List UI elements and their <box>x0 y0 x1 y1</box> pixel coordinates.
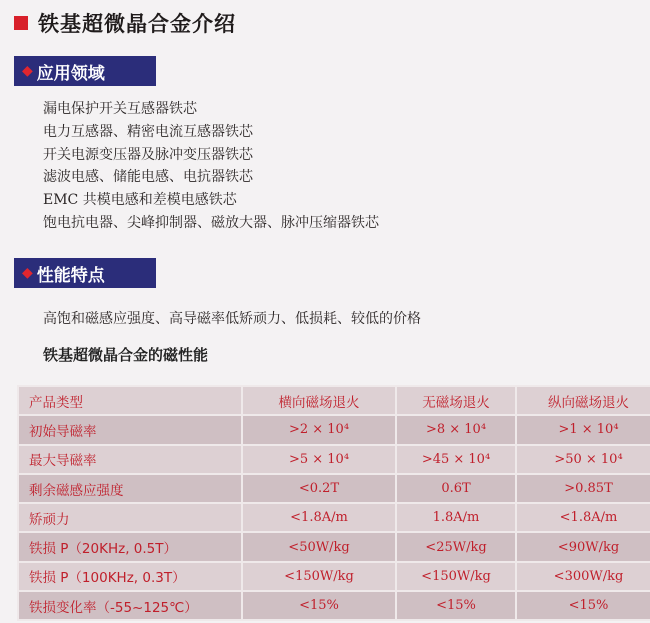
row-label: 最大导磁率 <box>18 445 242 474</box>
row-label: 铁损变化率（-55~125℃） <box>18 591 242 620</box>
table-cell: >1 × 10⁴ <box>516 415 650 444</box>
section-header-performance-label: 性能特点 <box>36 265 105 286</box>
table-cell: <25W/kg <box>396 532 516 561</box>
table-row <box>18 591 650 620</box>
row-label: 初始导磁率 <box>18 415 242 444</box>
table-cell: >45 × 10⁴ <box>396 445 516 474</box>
list-item: 滤波电感、储能电感、电抗器铁芯 <box>43 169 253 186</box>
table-cell: <300W/kg <box>516 562 650 591</box>
list-item: EMC 共模电感和差模电感铁芯 <box>43 192 237 209</box>
table-row <box>18 562 650 591</box>
table-row <box>18 532 650 561</box>
list-item: 漏电保护开关互感器铁芯 <box>43 101 197 117</box>
table-cell: <15% <box>396 591 516 620</box>
table-title: 铁基超微晶合金的磁性能 <box>43 346 209 364</box>
list-item: 电力互感器、精密电流互感器铁芯 <box>43 123 253 140</box>
row-label: 矫顽力 <box>18 503 242 532</box>
table-cell: <50W/kg <box>242 532 396 561</box>
red-diamond-icon: ◆ <box>22 63 33 79</box>
table-row <box>18 503 650 532</box>
list-item: 饱电抗电器、尖峰抑制器、磁放大器、脉冲压缩器铁芯 <box>43 214 379 231</box>
section-header-performance <box>14 258 156 288</box>
table-cell: <150W/kg <box>242 562 396 591</box>
table-cell: 1.8A/m <box>396 503 516 532</box>
table-cell: >2 × 10⁴ <box>242 415 396 444</box>
red-square-icon <box>14 16 28 30</box>
row-label: 铁损 P（20KHz, 0.5T） <box>18 532 242 561</box>
table-cell: <1.8A/m <box>516 503 650 532</box>
red-diamond-icon: ◆ <box>22 265 33 281</box>
table-cell: >8 × 10⁴ <box>396 415 516 444</box>
table-row <box>18 415 650 444</box>
table-cell: >0.85T <box>516 474 650 503</box>
section-header-applications-label: 应用领域 <box>36 63 105 84</box>
performance-text: 高饱和磁感应强度、高导磁率低矫顽力、低损耗、较低的价格 <box>43 311 421 327</box>
column-header: 产品类型 <box>18 386 242 415</box>
row-label: 铁损 P（100KHz, 0.3T） <box>18 562 242 591</box>
table-cell: <0.2T <box>242 474 396 503</box>
column-header: 横向磁场退火 <box>242 386 396 415</box>
page-title: 铁基超微晶合金介绍 <box>38 12 236 36</box>
table-cell: <15% <box>242 591 396 620</box>
column-header: 无磁场退火 <box>396 386 516 415</box>
page-title-row <box>14 8 236 38</box>
table-cell: <150W/kg <box>396 562 516 591</box>
row-label: 剩余磁感应强度 <box>18 474 242 503</box>
table-row <box>18 445 650 474</box>
table-cell: <15% <box>516 591 650 620</box>
section-header-applications <box>14 56 156 86</box>
list-item: 开关电源变压器及脉冲变压器铁芯 <box>43 146 253 163</box>
column-header: 纵向磁场退火 <box>516 386 650 415</box>
table-cell: >5 × 10⁴ <box>242 445 396 474</box>
magnetic-properties-table <box>17 385 650 621</box>
table-cell: <1.8A/m <box>242 503 396 532</box>
table-cell: 0.6T <box>396 474 516 503</box>
table-cell: <90W/kg <box>516 532 650 561</box>
table-header-row <box>18 386 650 415</box>
table-row <box>18 474 650 503</box>
table-cell: >50 × 10⁴ <box>516 445 650 474</box>
applications-list <box>43 98 379 235</box>
